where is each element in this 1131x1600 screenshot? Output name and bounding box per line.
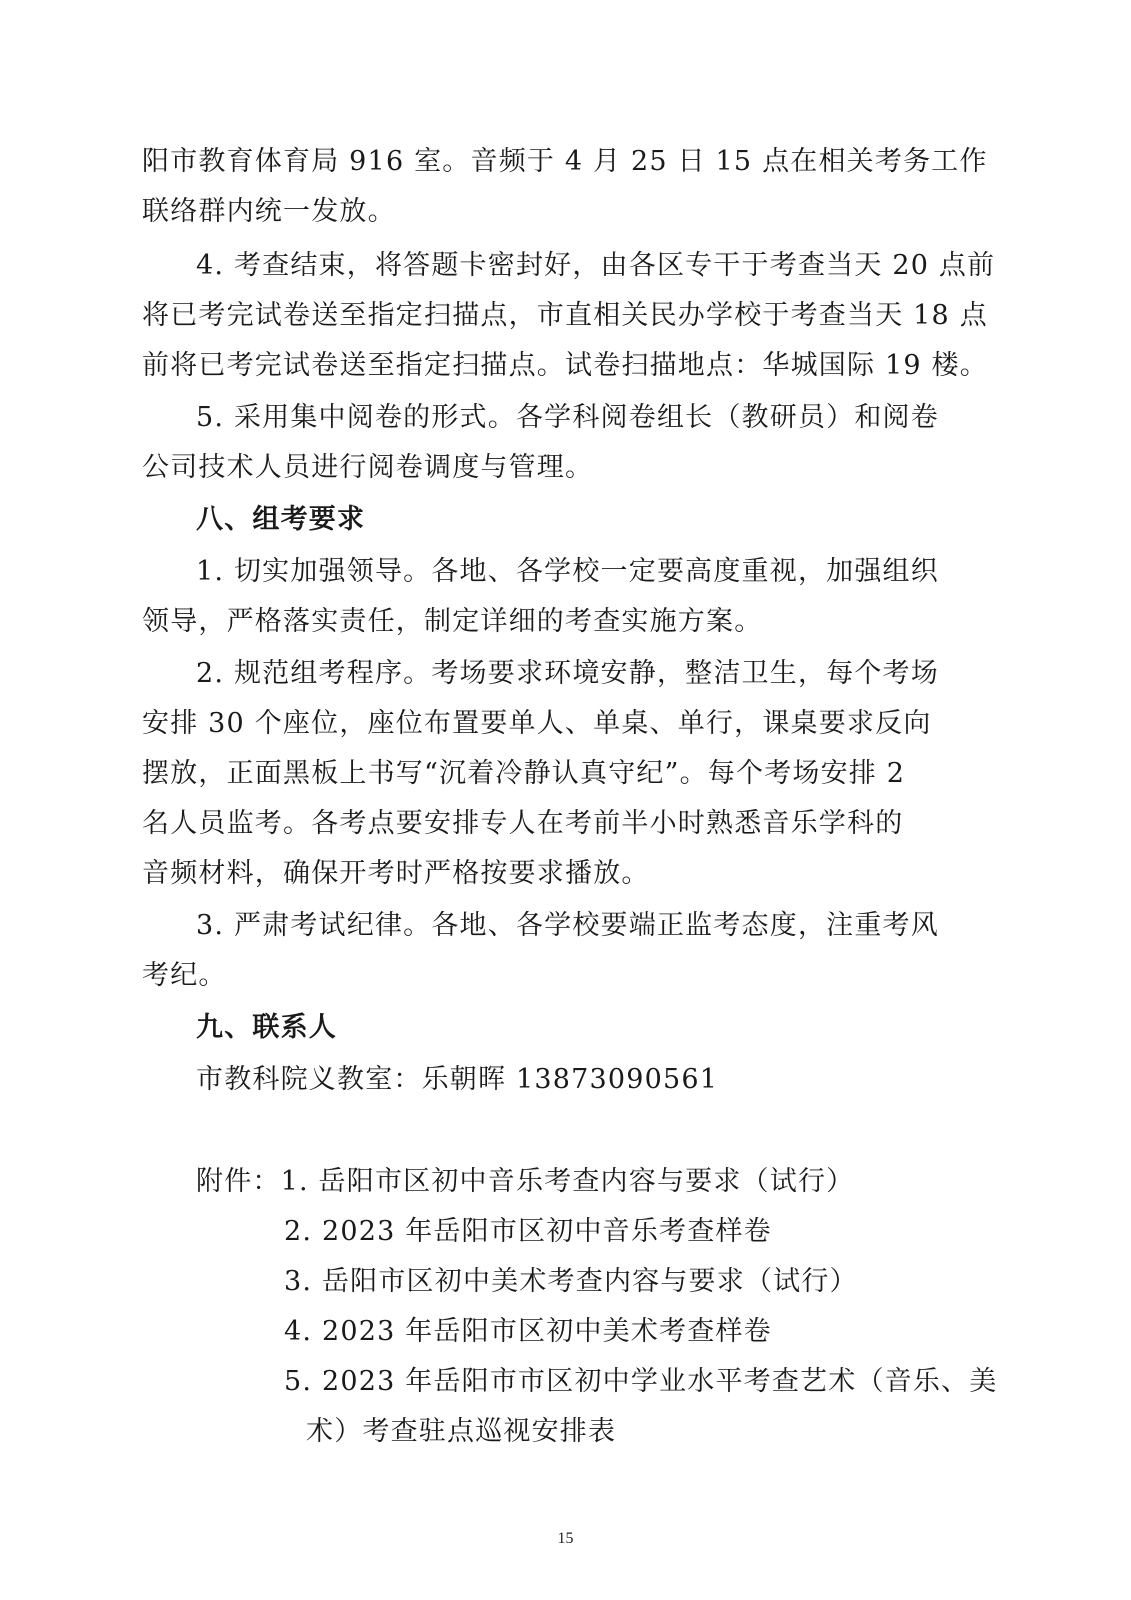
attachment-item: 2. 2023 年岳阳市区初中音乐考查样卷 [284, 1216, 772, 1247]
contact-line: 市教科院义教室：乐朝晖 13873090561 [196, 1064, 719, 1095]
paragraph-line: 阳市教育体育局 916 室。音频于 4 月 25 日 15 点在相关考务工作 [142, 146, 988, 177]
section-heading: 九、联系人 [196, 1012, 337, 1043]
page-number: 15 [557, 1530, 574, 1547]
paragraph-line: 音频材料，确保开考时严格按要求播放。 [142, 858, 650, 889]
paragraph-line: 联络群内统一发放。 [142, 196, 396, 227]
attachment-item: 附件：1. 岳阳市区初中音乐考查内容与要求（试行） [196, 1166, 855, 1197]
paragraph-line: 前将已考完试卷送至指定扫描点。试卷扫描地点：华城国际 19 楼。 [142, 350, 988, 381]
attachment-item: 3. 岳阳市区初中美术考查内容与要求（试行） [284, 1266, 858, 1297]
section-heading: 八、组考要求 [196, 504, 366, 535]
paragraph-line: 1. 切实加强领导。各地、各学校一定要高度重视，加强组织 [196, 556, 939, 587]
paragraph-line: 2. 规范组考程序。考场要求环境安静，整洁卫生，每个考场 [196, 658, 939, 689]
attachment-item: 4. 2023 年岳阳市区初中美术考查样卷 [284, 1316, 772, 1347]
paragraph-line: 公司技术人员进行阅卷调度与管理。 [142, 452, 594, 483]
paragraph-line: 3. 严肃考试纪律。各地、各学校要端正监考态度，注重考风 [196, 910, 939, 941]
paragraph-line: 摆放，正面黑板上书写“沉着冷静认真守纪”。每个考场安排 2 [142, 758, 906, 789]
attachment-item: 5. 2023 年岳阳市市区初中学业水平考查艺术（音乐、美 [284, 1366, 998, 1397]
paragraph-line: 考纪。 [142, 960, 227, 991]
paragraph-line: 安排 30 个座位，座位布置要单人、单桌、单行，课桌要求反向 [142, 708, 932, 739]
paragraph-line: 领导，严格落实责任，制定详细的考查实施方案。 [142, 606, 763, 637]
paragraph-line: 将已考完试卷送至指定扫描点，市直相关民办学校于考查当天 18 点 [142, 300, 988, 331]
attachment-item: 术）考查驻点巡视安排表 [306, 1416, 617, 1447]
paragraph-line: 名人员监考。各考点要安排专人在考前半小时熟悉音乐学科的 [142, 808, 904, 839]
paragraph-line: 4. 考查结束，将答题卡密封好，由各区专干于考查当天 20 点前 [196, 250, 996, 281]
paragraph-line: 5. 采用集中阅卷的形式。各学科阅卷组长（教研员）和阅卷 [196, 402, 939, 433]
